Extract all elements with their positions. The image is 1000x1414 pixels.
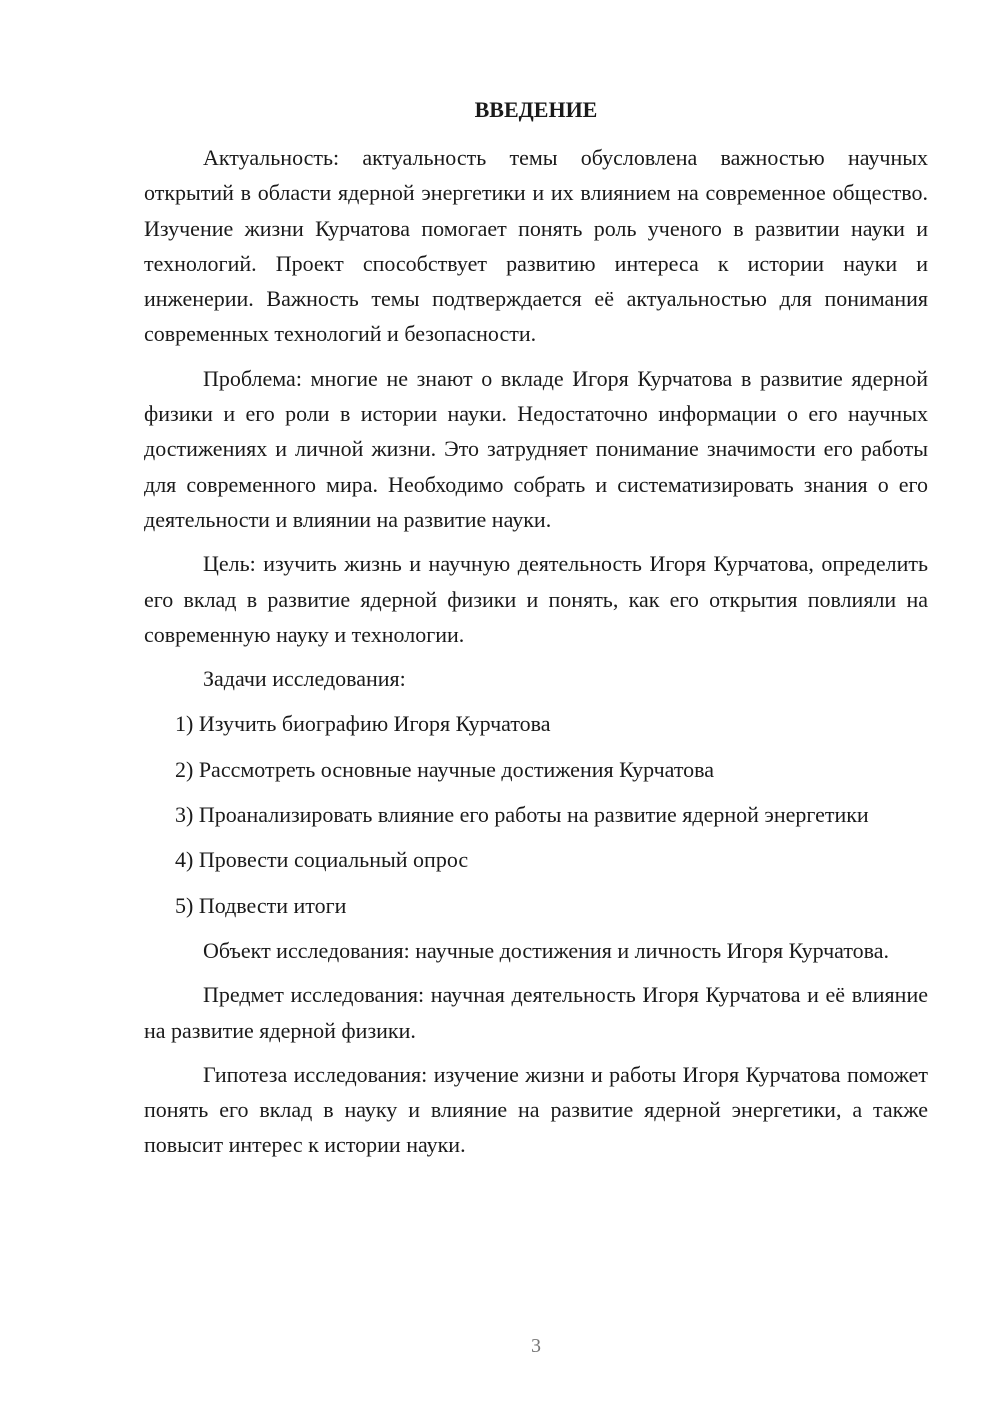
task-item-4: 4) Провести социальный опрос	[175, 847, 469, 873]
relevance-paragraph: Актуальность: актуальность темы обусловлена важностью научных открытий в области ядерной энергетики и их влиянием на современное общество. Изучение жизни Курчатова помогает понять роль ученого в развитии науки и технологий. Проект способствует развитию интереса к истории науки и инженерии. Важность темы подтверждается её актуальностью для понимания современных технологий и безопасности.	[144, 145, 928, 347]
goal-paragraph: Цель: изучить жизнь и научную деятельность Игоря Курчатова, определить его вклад в развитие ядерной физики и понять, как его открытия повлияли на современную науку и технологии.	[144, 551, 928, 647]
page-number: 3	[531, 1335, 541, 1357]
task-item-2: 2) Рассмотреть основные научные достижения Курчатова	[175, 756, 715, 782]
subject-paragraph: Предмет исследования: научная деятельность Игоря Курчатова и её влияние на развитие ядерной физики.	[144, 982, 928, 1043]
task-item-5: 5) Подвести итоги	[175, 892, 347, 918]
hypothesis-paragraph: Гипотеза исследования: изучение жизни и работы Игоря Курчатова поможет понять его вклад в науку и влияние на развитие ядерной энергетики, а также повысит интерес к истории науки.	[144, 1061, 928, 1158]
object-paragraph: Объект исследования: научные достижения и личность Игоря Курчатова.	[203, 937, 890, 963]
tasks-title: Задачи исследования:	[203, 666, 406, 692]
task-item-1: 1) Изучить биографию Игоря Курчатова	[175, 711, 551, 737]
document-page	[144, 90, 928, 1172]
problem-paragraph: Проблема: многие не знают о вкладе Игоря Курчатова в развитие ядерной физики и его роли в истории науки. Недостаточно информации о его научных достижениях и личной жизни. Это затрудняет понимание значимости его работы для современного мира. Необходимо собрать и систематизировать знания о его деятельности и влиянии на развитие науки.	[144, 365, 928, 532]
task-item-3: 3) Проанализировать влияние его работы на развитие ядерной энергетики	[175, 802, 869, 828]
section-heading: ВВЕДЕНИЕ	[474, 97, 598, 122]
